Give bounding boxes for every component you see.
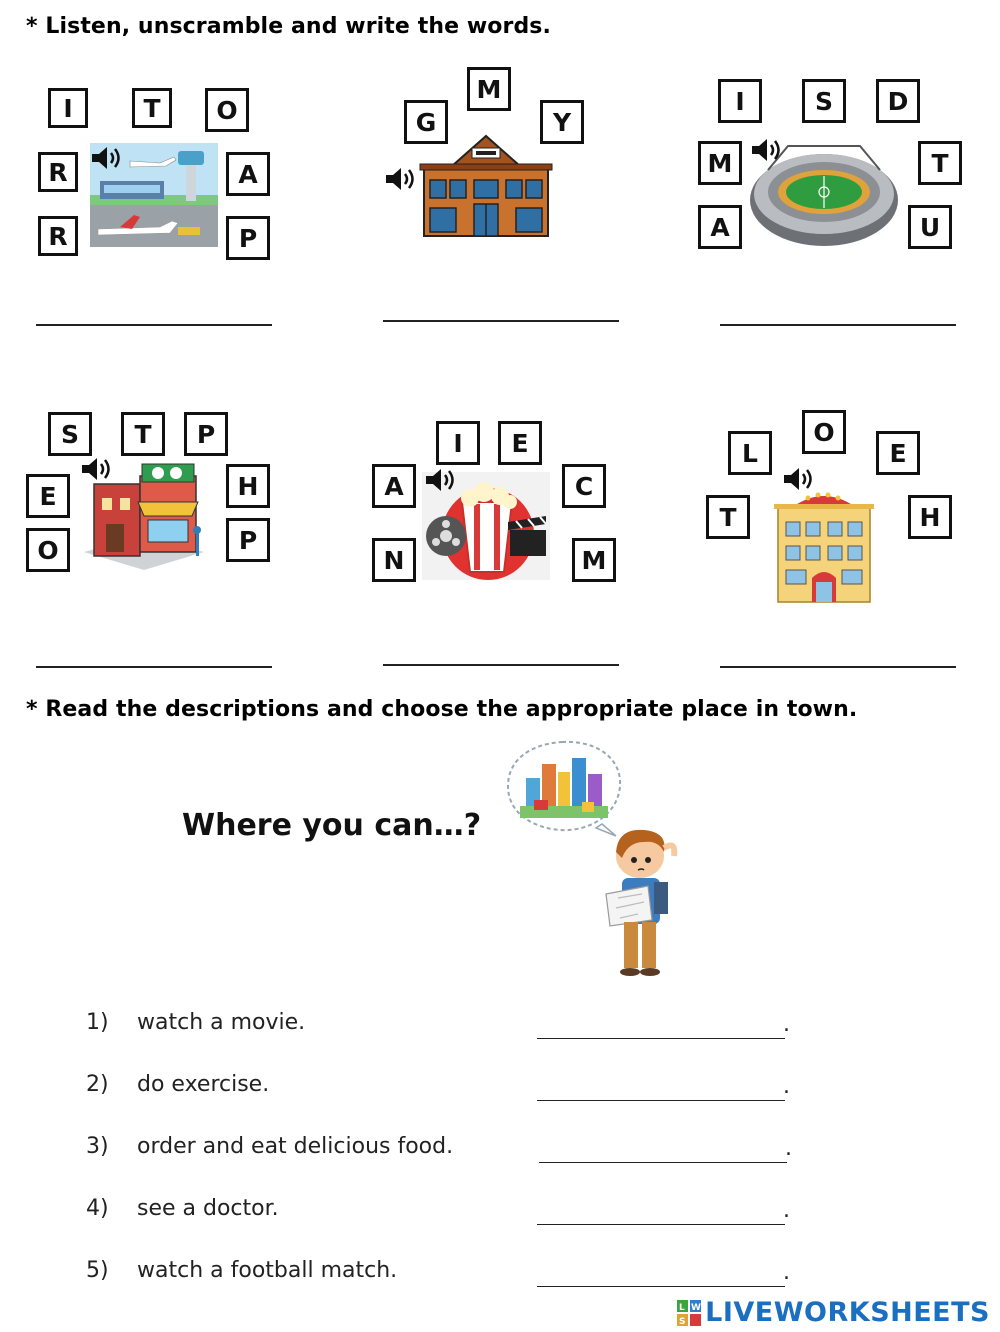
letter-tile: M xyxy=(467,67,511,111)
speaker-icon[interactable] xyxy=(90,144,126,172)
letter-tile: E xyxy=(876,431,920,475)
letter-tile: I xyxy=(48,88,88,128)
speaker-icon[interactable] xyxy=(424,466,460,494)
letter-tile: L xyxy=(728,431,772,475)
letter-tile: S xyxy=(48,412,92,456)
letter-tile: I xyxy=(436,421,480,465)
answer-field-3[interactable] xyxy=(720,296,956,326)
letter-tile: O xyxy=(205,88,249,132)
logo-letter: L xyxy=(679,1302,685,1313)
letter-tile: H xyxy=(908,495,952,539)
section-heading: Where you can…? xyxy=(182,808,482,843)
letter-tile: H xyxy=(226,464,270,508)
answer-field-6[interactable] xyxy=(720,638,956,668)
period: . xyxy=(783,1260,790,1285)
letter-tile: E xyxy=(498,421,542,465)
letter-tile: O xyxy=(26,528,70,572)
liveworksheets-logo-icon xyxy=(677,1300,701,1326)
letter-tile: T xyxy=(918,141,962,185)
question-number: 5) xyxy=(86,1258,109,1283)
letter-tile: Y xyxy=(540,100,584,144)
boy-with-map xyxy=(598,822,698,978)
hotel-picture xyxy=(772,486,876,604)
instruction-part1: * Listen, unscramble and write the words. xyxy=(26,14,551,39)
letter-tile: T xyxy=(706,495,750,539)
letter-tile: S xyxy=(802,79,846,123)
question-number: 1) xyxy=(86,1010,109,1035)
answer-field-5[interactable] xyxy=(383,636,619,666)
letter-tile: P xyxy=(184,412,228,456)
answer-field-2[interactable] xyxy=(383,292,619,322)
period: . xyxy=(785,1136,792,1161)
letter-tile: U xyxy=(908,205,952,249)
period: . xyxy=(783,1012,790,1037)
answer-field-q5[interactable] xyxy=(537,1260,785,1287)
letter-tile: T xyxy=(132,88,172,128)
speaker-icon[interactable] xyxy=(750,136,786,164)
logo-letter: W xyxy=(691,1302,702,1313)
period: . xyxy=(783,1074,790,1099)
letter-tile: T xyxy=(121,412,165,456)
letter-tile: A xyxy=(372,464,416,508)
question-number: 2) xyxy=(86,1072,109,1097)
letter-tile: P xyxy=(226,518,270,562)
letter-tile: G xyxy=(404,100,448,144)
brand-name: LIVEWORKSHEETS xyxy=(705,1297,990,1328)
letter-tile: M xyxy=(698,141,742,185)
letter-tile: E xyxy=(26,474,70,518)
letter-tile: A xyxy=(226,152,270,196)
logo-letter: S xyxy=(679,1316,686,1326)
answer-field-q1[interactable] xyxy=(537,1012,785,1039)
answer-field-q2[interactable] xyxy=(537,1074,785,1101)
letter-tile: C xyxy=(562,464,606,508)
gym-picture xyxy=(418,134,554,238)
question-number: 4) xyxy=(86,1196,109,1221)
question-text: order and eat delicious food. xyxy=(137,1134,454,1159)
question-text: do exercise. xyxy=(137,1072,270,1097)
answer-field-q4[interactable] xyxy=(537,1198,785,1225)
letter-tile: O xyxy=(802,410,846,454)
question-text: see a doctor. xyxy=(137,1196,279,1221)
question-text: watch a football match. xyxy=(137,1258,398,1283)
answer-field-1[interactable] xyxy=(36,296,272,326)
liveworksheets-brand xyxy=(677,1297,990,1328)
letter-tile: A xyxy=(698,205,742,249)
period: . xyxy=(783,1198,790,1223)
pet-shop-picture xyxy=(80,462,208,572)
question-number: 3) xyxy=(86,1134,109,1159)
letter-tile: N xyxy=(372,538,416,582)
letter-tile: I xyxy=(718,79,762,123)
letter-tile: R xyxy=(38,216,78,256)
answer-field-q3[interactable] xyxy=(539,1136,787,1163)
answer-field-4[interactable] xyxy=(36,638,272,668)
letter-tile: D xyxy=(876,79,920,123)
letter-tile: R xyxy=(38,152,78,192)
instruction-part2: * Read the descriptions and choose the appropriate place in town. xyxy=(26,697,858,722)
letter-tile: P xyxy=(226,216,270,260)
question-text: watch a movie. xyxy=(137,1010,306,1035)
letter-tile: M xyxy=(572,538,616,582)
speaker-icon[interactable] xyxy=(384,165,420,193)
